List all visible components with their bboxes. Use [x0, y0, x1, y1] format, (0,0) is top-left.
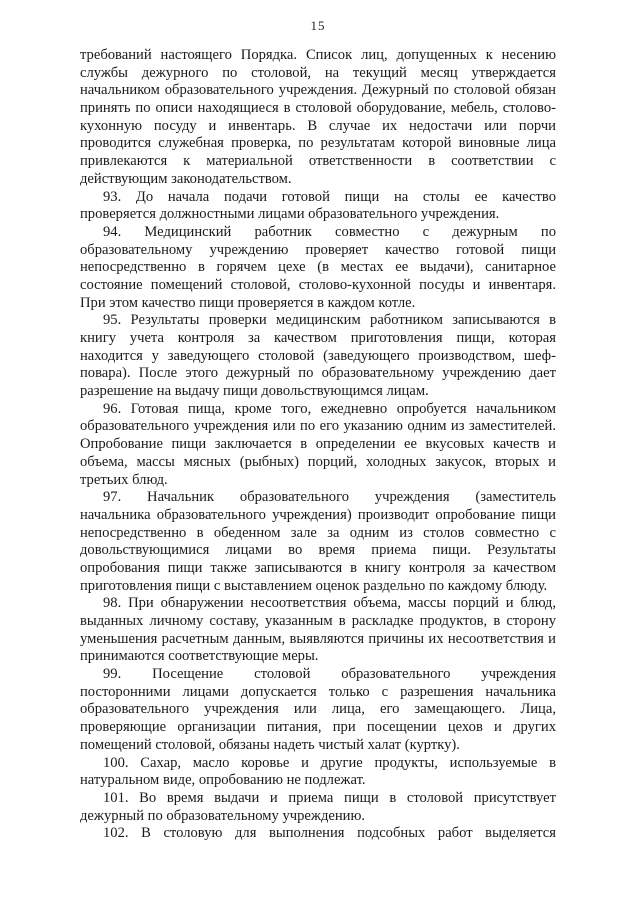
text-line: дежурный по образовательному учреждению. [80, 807, 366, 824]
text-line: принять по описи находящиеся в столовой оборудование, мебель, столово- [80, 100, 556, 117]
text-line: привлекаются к материальной ответственности в соответствии с [80, 153, 556, 170]
text-line: довольствующимися лицами во время приема пищи. Результаты [80, 542, 556, 559]
text-line: выданных личному составу, указанным в раскладке продуктов, в сторону [80, 613, 556, 629]
text-line: образовательного учреждения или лица, его замещающего. Лица, [80, 701, 556, 718]
text-line: службы дежурного по столовой, на текущий месяц утверждается [80, 64, 556, 81]
text-line: принимаются соответствующие меры. [80, 648, 319, 665]
text-line: образовательного учреждения или по его указанию одним из заместителей. [80, 418, 556, 435]
text-line: При этом качество пищи проверяется в каждом котле. [80, 294, 416, 311]
text-line: объема, массы мясных (рыбных) порций, холодных закусок, вторых и [80, 453, 556, 470]
text-line: непосредственно в обеденном зале за одним из столов совместно с [80, 524, 556, 541]
text-line: проверяется должностными лицами образовательного учреждения. [80, 206, 500, 223]
text-line: кухонную посуду и инвентарь. В случае их недостачи или порчи [80, 117, 556, 134]
text-line: образовательному учреждению проверяет качество готовой пищи [80, 241, 556, 258]
text-line: проверяющие организации питания, при посещении цехов и других [80, 719, 556, 736]
text-line: 97. Начальник образовательного учреждения (заместитель [103, 489, 556, 506]
text-line: 96. Готовая пища, кроме того, ежедневно опробуется начальником [103, 400, 556, 417]
text-line: приготовления пищи с выставлением оценок раздельно по каждому блюду. [80, 577, 548, 594]
text-line: третьих блюд. [80, 471, 168, 488]
text-line: 98. При обнаружении несоответствия объема, массы порций и блюд, [103, 595, 556, 612]
text-line: посторонними лицами допускается только с разрешения начальника [80, 683, 556, 700]
page-number: 15 [310, 18, 326, 33]
text-line: натуральном виде, опробованию не подлежат. [80, 772, 366, 789]
text-line: требований настоящего Порядка. Список лиц, допущенных к несению [80, 47, 556, 63]
text-line: 100. Сахар, масло коровье и другие продукты, используемые в [103, 754, 556, 771]
text-line: разрешение на выдачу пищи довольствующимся лицам. [80, 383, 429, 400]
text-line: 94. Медицинский работник совместно с дежурным по [103, 223, 556, 240]
text-line: 102. В столовую для выполнения подсобных работ выделяется [103, 825, 556, 842]
text-line: 101. Во время выдачи и приема пищи в столовой присутствует [103, 789, 556, 806]
text-line: уменьшения расчетным данным, выявляются причины их несоответствия и [80, 630, 556, 647]
text-line: состояние помещений столовой, столово-кухонной посуды и инвентаря. [80, 276, 556, 293]
text-line: 95. Результаты проверки медицинским работником записываются в [103, 312, 556, 329]
text-line: проводится служебная проверка, по результатам которой виновные лица [80, 135, 556, 152]
text-line: повара). После этого дежурный по образовательному учреждению дает [80, 365, 556, 382]
text-block [80, 47, 556, 843]
text-line: начальника образовательного учреждения) производит опробование пищи [80, 506, 556, 523]
text-line: опробования пищи также записываются в книгу контроля за качеством [80, 559, 556, 576]
text-line: действующим законодательством. [80, 170, 292, 187]
text-line: помещений столовой, обязаны надеть чистый халат (куртку). [80, 736, 460, 753]
text-line: 99. Посещение столовой образовательного учреждения [103, 666, 556, 683]
text-line: непосредственно в горячем цехе (в местах ее выдачи), санитарное [80, 259, 556, 276]
text-line: начальником образовательного учреждения. Дежурный по столовой обязан [80, 82, 556, 99]
text-line: книгу учета контроля за качеством приготовления пищи, которая [80, 330, 556, 346]
text-line: 93. До начала подачи готовой пищи на столы ее качество [103, 188, 556, 205]
text-line: Опробование пищи заключается в определении ее вкусовых качеств и [80, 436, 556, 453]
text-line: находится у заведующего столовой (заведующего производством, шеф- [80, 347, 556, 364]
